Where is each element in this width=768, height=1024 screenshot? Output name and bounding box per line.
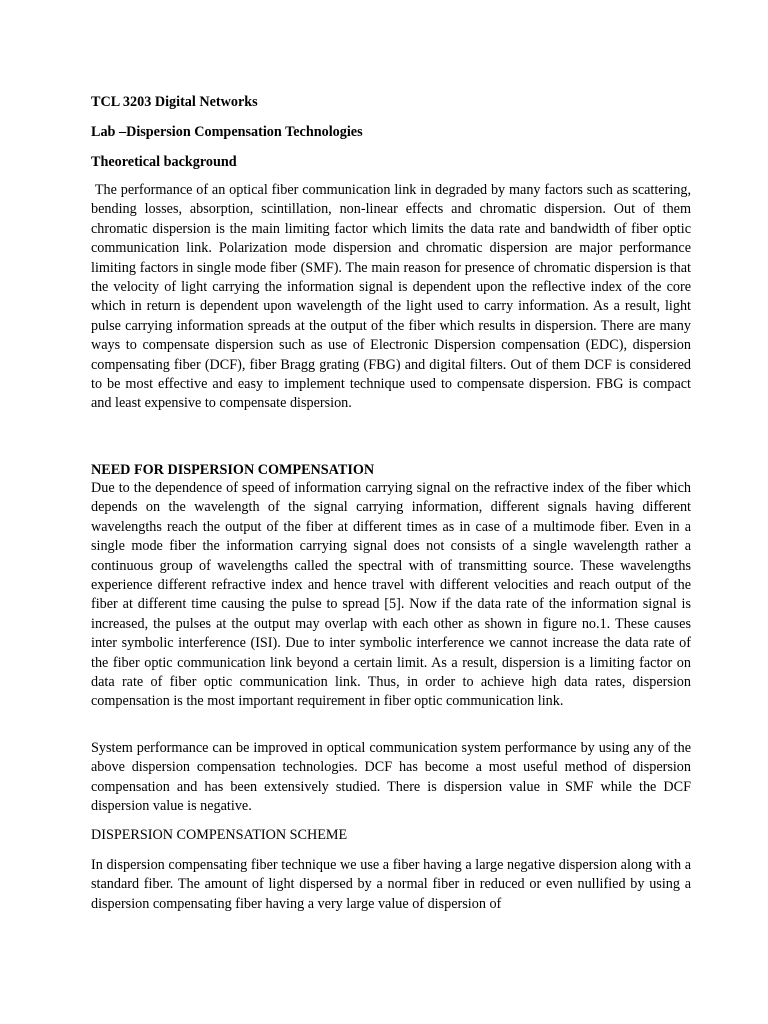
section-heading-scheme: DISPERSION COMPENSATION SCHEME <box>91 827 348 843</box>
section-heading-theory: Theoretical background <box>91 154 237 170</box>
course-title: TCL 3203 Digital Networks <box>91 94 258 110</box>
paragraph-system: System performance can be improved in optical communication system performance by using any of the above dispersion compensation technologies. DCF has become a most useful method of dispersion compensation and has been extensively studied. There is dispersion value in SMF while the DCF dispersion value is negative. <box>91 740 691 815</box>
section-heading-need: NEED FOR DISPERSION COMPENSATION <box>91 462 375 478</box>
paragraph-scheme: In dispersion compensating fiber technique we use a fiber having a large negative dispersion along with a standard fiber. The amount of light dispersed by a normal fiber in reduced or even nullified by using a dispersion compensating fiber having a very large value of dispersion of <box>91 857 691 912</box>
lab-title: Lab –Dispersion Compensation Technologies <box>91 124 363 140</box>
paragraph-theory: The performance of an optical fiber communication link in degraded by many factors such as scattering, bending losses, absorption, scintillation, non-linear effects and chromatic dispersion. Out of them chromatic dispersion is the main limiting factor which limits the data rate and bandwidth of fiber optic communication link. Polarization mode dispersion and chromatic dispersion are major performance limiting factors in single mode fiber (SMF). The main reason for presence of chromatic dispersion is that the velocity of light carrying the information signal is dependent upon the reflective index of the core which in return is dependent upon wavelength of the light used to carry information. As a result, light pulse carrying information spreads at the output of the fiber which results in dispersion. There are many ways to compensate dispersion such as use of Electronic Dispersion compensation (EDC), dispersion compensating fiber (DCF), fiber Bragg grating (FBG) and digital filters. Out of them DCF is considered to be most effective and easy to implement technique used to compensate dispersion. FBG is compact and least expensive to compensate dispersion. <box>91 182 691 412</box>
paragraph-need: Due to the dependence of speed of information carrying signal on the refractive index of the fiber which depends on the wavelength of the signal carrying information, different signals having different wavelengths reach the output of the fiber at different times as in case of a multimode fiber. Even in a single mode fiber the information carrying signal does not consists of a single wavelength rather a continuous group of wavelengths called the spectral with of transmitting source. These wavelengths experience different refractive index and hence travel with different velocities and reach output of the fiber at different time causing the pulse to spread [5]. Now if the data rate of the information signal is increased, the pulses at the output may overlap with each other as shown in figure no.1. These causes inter symbolic interference (ISI). Due to inter symbolic interference we cannot increase the data rate of the fiber optic communication link beyond a certain limit. As a result, dispersion is a limiting factor on data rate of fiber optic communication link. Thus, in order to achieve high data rates, dispersion compensation is the most important requirement in fiber optic communication link. <box>91 480 691 710</box>
